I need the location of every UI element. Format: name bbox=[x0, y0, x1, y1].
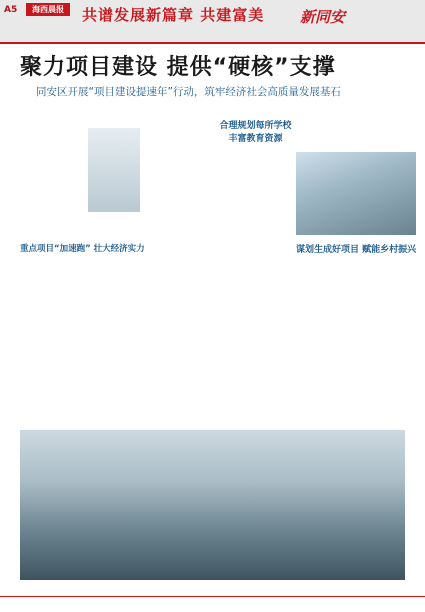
cityscape-photo bbox=[20, 430, 405, 580]
col3-text bbox=[218, 142, 293, 242]
section-title-left: 重点项目“加速跑” 壮大经济实力 bbox=[20, 244, 145, 254]
left-intro-text bbox=[20, 122, 80, 217]
header-brand: 新同安 bbox=[300, 8, 346, 26]
right-body-text bbox=[296, 256, 416, 426]
subheadline: 同安区开展“项目建设提速年”行动，筑牢经济社会高质量发展基石 bbox=[36, 86, 341, 98]
mid-body-text bbox=[112, 256, 197, 426]
header-divider bbox=[0, 42, 425, 44]
school-photo bbox=[88, 128, 140, 212]
newspaper-logo: 海西晨报 bbox=[26, 3, 70, 16]
page-number: A5 bbox=[4, 5, 18, 15]
col2-intro-text bbox=[150, 104, 210, 214]
section-title-right: 谋划生成好项目 赋能乡村振兴 bbox=[296, 245, 417, 255]
left-body-text bbox=[20, 256, 105, 426]
building-photo bbox=[296, 152, 416, 235]
page-footer bbox=[0, 596, 425, 612]
header-slogan: 共谱发展新篇章 共建富美 bbox=[82, 6, 265, 24]
headline: 聚力项目建设 提供“硬核”支撑 bbox=[20, 55, 336, 80]
col3-title: 合理规划每所学校 丰富教育资源 bbox=[219, 121, 292, 144]
